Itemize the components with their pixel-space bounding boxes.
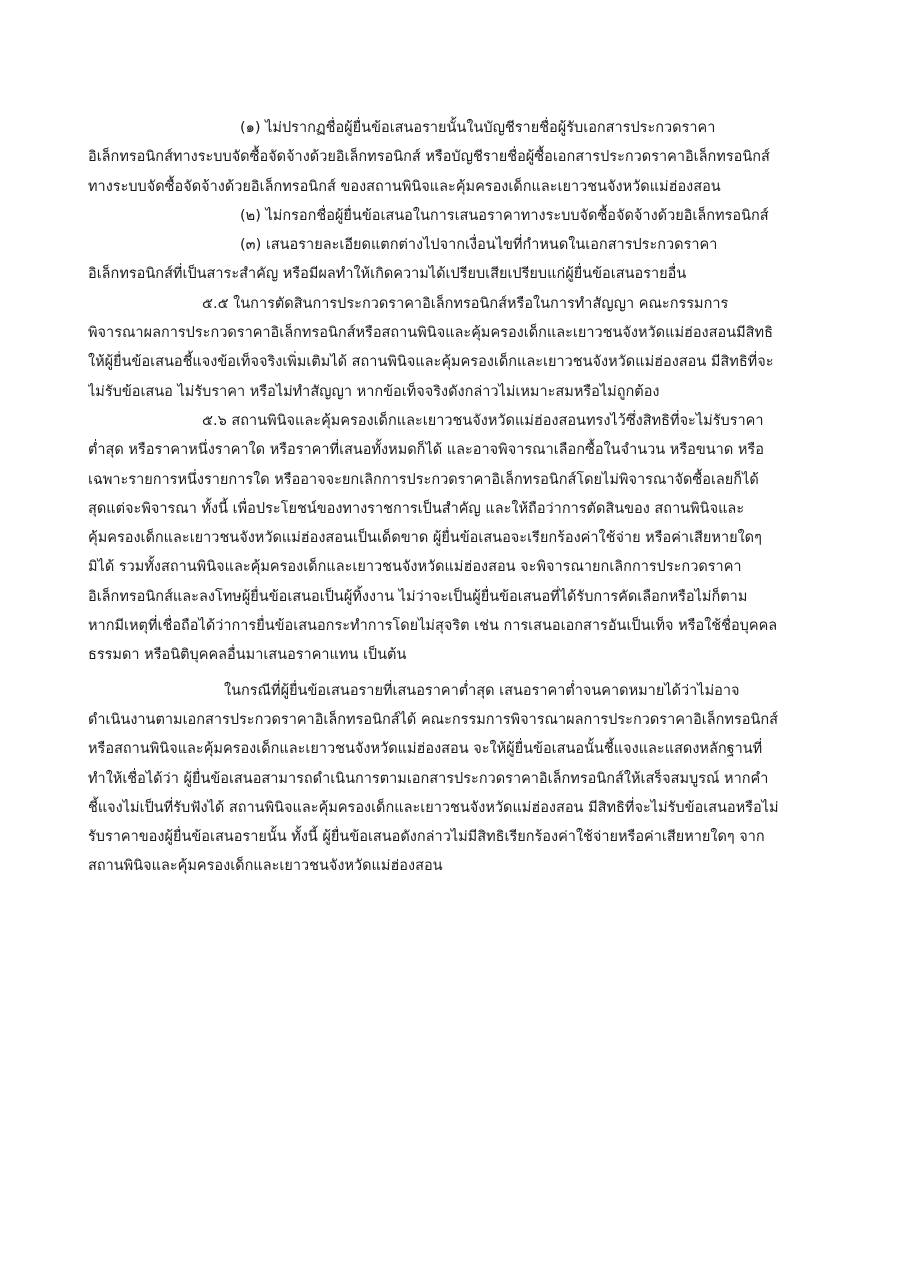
clause-5-6-line-7: อิเล็กทรอนิกส์และลงโทษผู้ยื่นข้อเสนอเป็นผู้ทิ้งงาน ไม่ว่าจะเป็นผู้ยื่นข้อเสนอที่ได้รับการคัดเลือกหรือไม่ก็ตาม (88, 588, 748, 605)
clause-5-6-line-9: ธรรมดา หรือนิติบุคคลอื่นมาเสนอราคาแทน เป็นต้น (88, 647, 407, 664)
clause-5-5-line-4: ไม่รับข้อเสนอ ไม่รับราคา หรือไม่ทำสัญญา หากข้อเท็จจริงดังกล่าวไม่เหมาะสมหรือไม่ถูกต้อง (88, 383, 660, 400)
item-1-line-2: อิเล็กทรอนิกส์ทางระบบจัดซื้อจัดจ้างด้วยอิเล็กทรอนิกส์ หรือบัญชีรายชื่อผู้ซื้อเอกสารประกวดราคาอิเล็กทรอนิกส์ (88, 149, 770, 166)
paragraph-lowest-price-line-1: ในกรณีที่ผู้ยื่นข้อเสนอรายที่เสนอราคาต่ำสุด เสนอราคาต่ำจนคาดหมายได้ว่าไม่อาจ (224, 682, 740, 699)
clause-5-5-line-3: ให้ผู้ยื่นข้อเสนอชี้แจงข้อเท็จจริงเพิ่มเติมได้ สถานพินิจและคุ้มครองเด็กและเยาวชนจังหวัดแม่ฮ่องสอน มีสิทธิที่จะ (88, 354, 774, 371)
clause-5-5-line-2: พิจารณาผลการประกวดราคาอิเล็กทรอนิกส์หรือสถานพินิจและคุ้มครองเด็กและเยาวชนจังหวัดแม่ฮ่องสอนมีสิทธิ (88, 325, 773, 342)
paragraph-lowest-price-line-3: หรือสถานพินิจและคุ้มครองเด็กและเยาวชนจังหวัดแม่ฮ่องสอน จะให้ผู้ยื่นข้อเสนอนั้นชี้แจงและแสดงหลักฐานที่ (88, 741, 763, 758)
paragraph-lowest-price-line-5: ชี้แจงไม่เป็นที่รับฟังได้ สถานพินิจและคุ้มครองเด็กและเยาวชนจังหวัดแม่ฮ่องสอน มีสิทธิที่จะไม่รับข้อเสนอหรือไม่ (88, 799, 779, 816)
paragraph-lowest-price-line-7: สถานพินิจและคุ้มครองเด็กและเยาวชนจังหวัดแม่ฮ่องสอน (88, 858, 443, 875)
clause-5-6-line-4: สุดแต่จะพิจารณา ทั้งนี้ เพื่อประโยชน์ของทางราชการเป็นสำคัญ และให้ถือว่าการตัดสินของ สถานพินิจและ (88, 500, 745, 517)
item-3-line-1: (๓) เสนอรายละเอียดแตกต่างไปจากเงื่อนไขที่กำหนดในเอกสารประกวดราคา (240, 237, 718, 254)
paragraph-lowest-price-line-4: ทำให้เชื่อได้ว่า ผู้ยื่นข้อเสนอสามารถดำเนินการตามเอกสารประกวดราคาอิเล็กทรอนิกส์ให้เสร็จสมบูรณ์ หากคำ (88, 770, 769, 787)
clause-5-6-line-8: หากมีเหตุที่เชื่อถือได้ว่าการยื่นข้อเสนอกระทำการโดยไม่สุจริต เช่น การเสนอเอกสารอันเป็นเท็จ หรือใช้ชื่อบุคคล (88, 618, 778, 635)
clause-5-6-line-2: ต่ำสุด หรือราคาหนึ่งราคาใด หรือราคาที่เสนอทั้งหมดก็ได้ และอาจพิจารณาเลือกซื้อในจำนวน หรือขนาด หรือ (88, 442, 764, 459)
item-2-line-1: (๒) ไม่กรอกชื่อผู้ยื่นข้อเสนอในการเสนอราคาทางระบบจัดซื้อจัดจ้างด้วยอิเล็กทรอนิกส์ (240, 207, 769, 224)
clause-5-6-line-6: มิได้ รวมทั้งสถานพินิจและคุ้มครองเด็กและเยาวชนจังหวัดแม่ฮ่องสอน จะพิจารณายกเลิกการประกวดราคา (88, 559, 742, 576)
document-body (88, 114, 818, 882)
clause-5-6-line-3: เฉพาะรายการหนึ่งรายการใด หรืออาจจะยกเลิกการประกวดราคาอิเล็กทรอนิกส์โดยไม่พิจารณาจัดซื้อเลยก็ได้ (88, 471, 759, 488)
item-3-line-2: อิเล็กทรอนิกส์ที่เป็นสาระสำคัญ หรือมีผลทำให้เกิดความได้เปรียบเสียเปรียบแก่ผู้ยื่นข้อเสนอรายอื่น (88, 266, 687, 283)
clause-5-5-line-1: ๕.๕ ในการตัดสินการประกวดราคาอิเล็กทรอนิกส์หรือในการทำสัญญา คณะกรรมการ (202, 295, 729, 312)
clause-5-6-line-1: ๕.๖ สถานพินิจและคุ้มครองเด็กและเยาวชนจังหวัดแม่ฮ่องสอนทรงไว้ซึ่งสิทธิที่จะไม่รับราคา (202, 412, 764, 429)
item-1-line-1: (๑) ไม่ปรากฏชื่อผู้ยื่นข้อเสนอรายนั้นในบัญชีรายชื่อผู้รับเอกสารประกวดราคา (240, 120, 716, 136)
paragraph-lowest-price-line-6: รับราคาของผู้ยื่นข้อเสนอรายนั้น ทั้งนี้ ผู้ยื่นข้อเสนอดังกล่าวไม่มีสิทธิเรียกร้องค่าใช้จ่ายหรือค่าเสียหายใดๆ จาก (88, 829, 765, 846)
clause-5-6-line-5: คุ้มครองเด็กและเยาวชนจังหวัดแม่ฮ่องสอนเป็นเด็ดขาด ผู้ยื่นข้อเสนอจะเรียกร้องค่าใช้จ่าย หรือค่าเสียหายใดๆ (88, 530, 762, 547)
item-1-line-3: ทางระบบจัดซื้อจัดจ้างด้วยอิเล็กทรอนิกส์ ของสถานพินิจและคุ้มครองเด็กและเยาวชนจังหวัดแม่ฮ่องสอน (88, 178, 721, 195)
paragraph-lowest-price-line-2: ดำเนินงานตามเอกสารประกวดราคาอิเล็กทรอนิกส์ได้ คณะกรรมการพิจารณาผลการประกวดราคาอิเล็กทรอนิกส์ (88, 711, 778, 728)
